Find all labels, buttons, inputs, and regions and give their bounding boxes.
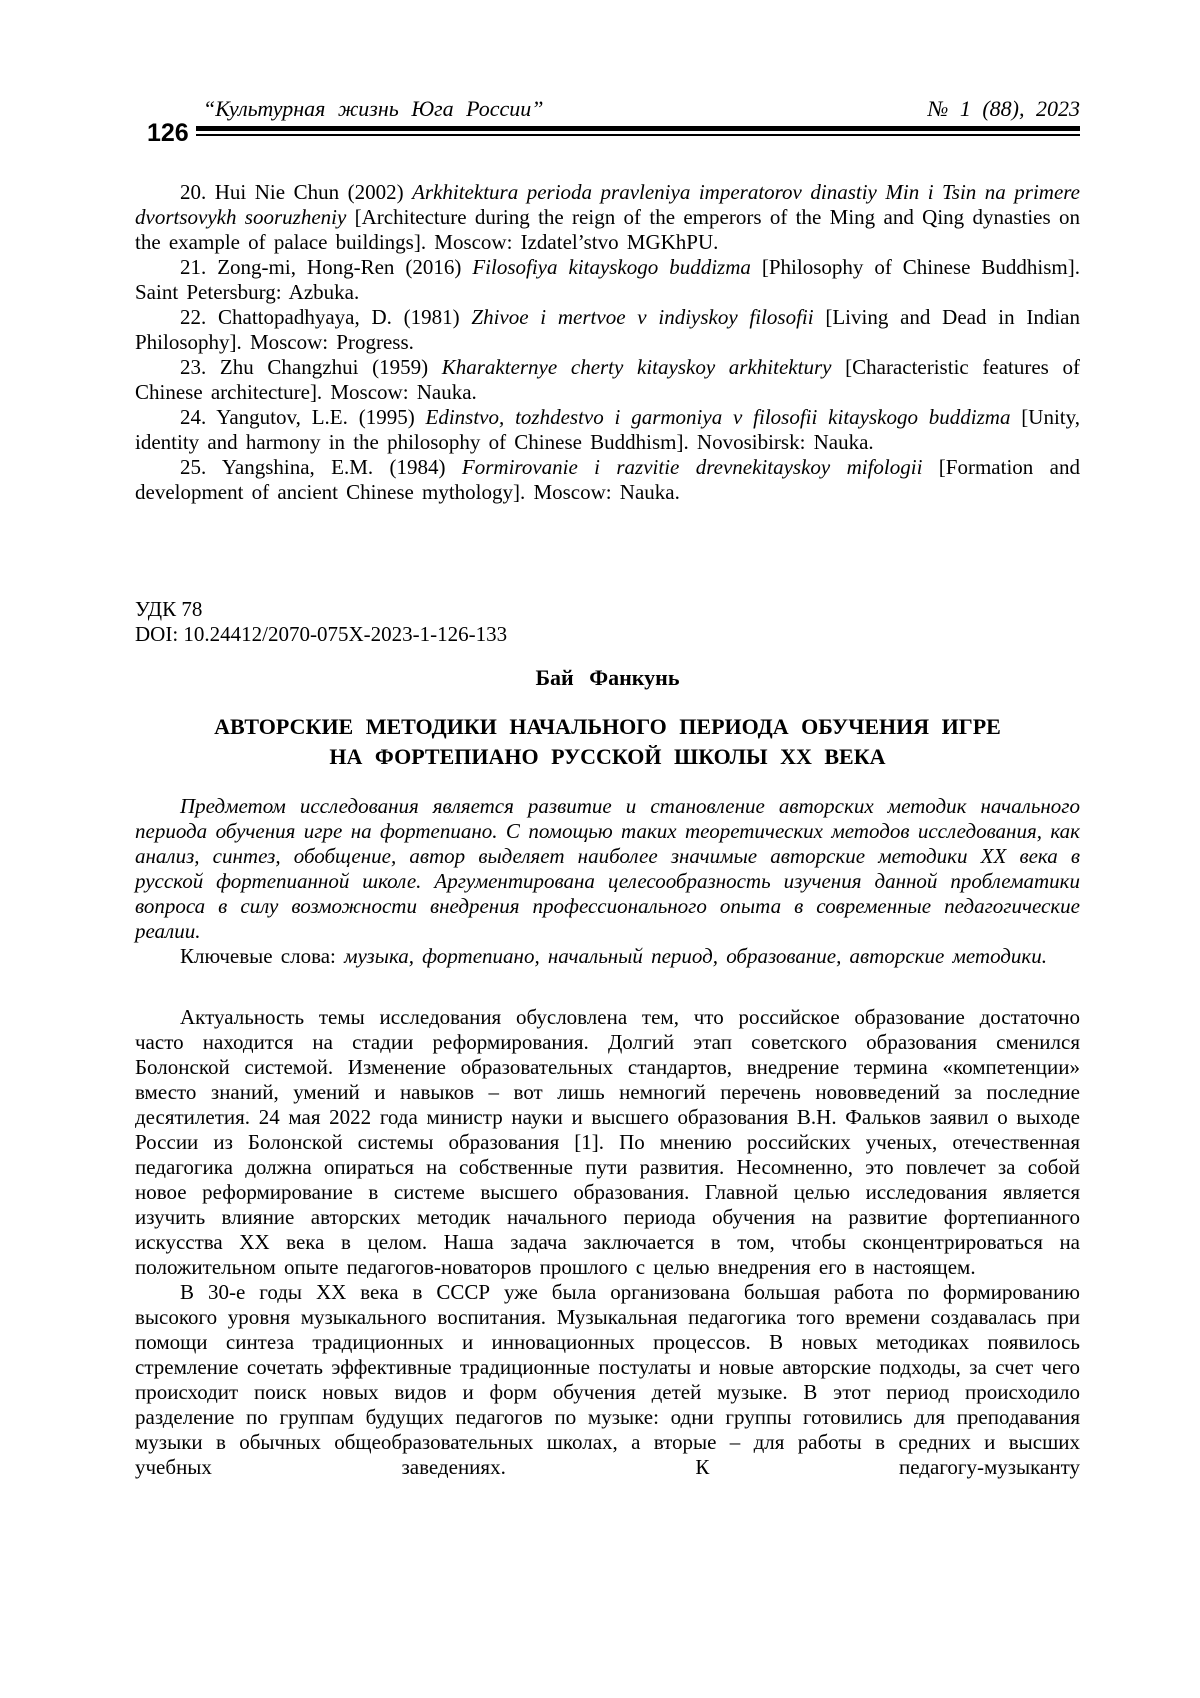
reference-translation: [Characteristic features of Chinese architecture]. Moscow: Nauka. [135, 355, 1081, 404]
keywords-label: Ключевые слова: [180, 944, 345, 968]
reference-authors: 25. Yangshina, E.M. (1984) [180, 455, 462, 479]
reference-title-translit: Formirovanie i razvitie drevnekitayskoy mifologii [461, 455, 923, 479]
keywords-line [135, 944, 1080, 969]
reference-item [135, 355, 1080, 405]
article-author: Бай Фанкунь [535, 665, 680, 690]
udc-line: УДК 78 [135, 597, 203, 621]
reference-authors: 23. Zhu Changzhui (1959) [180, 355, 442, 379]
header-rule-row [135, 119, 1080, 147]
article-title-line: АВТОРСКИЕ МЕТОДИКИ НАЧАЛЬНОГО ПЕРИОДА ОБУЧЕНИЯ ИГРЕ [214, 714, 1001, 739]
reference-authors: 20. Hui Nie Chun (2002) [180, 180, 413, 204]
keywords-text: музыка, фортепиано, начальный период, образование, авторские методики. [344, 944, 1048, 968]
header-rule-thin [196, 134, 1080, 136]
reference-title-translit: Zhivoe i mertvoe v indiyskoy filosofii [471, 305, 814, 329]
reference-title-translit: Arkhitektura perioda pravleniya imperatorov dinastiy Min i Tsin na primere dvortsovykh sooruzheniy [135, 180, 1080, 229]
journal-title: “Культурная жизнь Юга России” [203, 96, 544, 121]
doi-line: DOI: 10.24412/2070-075X-2023-1-126-133 [135, 622, 508, 646]
reference-item [135, 255, 1080, 305]
header-rule-thick [196, 126, 1080, 131]
reference-title-translit: Filosofiya kitayskogo buddizma [472, 255, 751, 279]
reference-authors: 21. Zong-mi, Hong-Ren (2016) [180, 255, 473, 279]
reference-list [135, 180, 1080, 505]
running-head [135, 0, 1080, 147]
reference-title-translit: Kharakternye cherty kitayskoy arkhitektury [441, 355, 832, 379]
article-title [135, 712, 1080, 772]
running-head-row [135, 96, 1080, 122]
reference-translation: [Architecture during the reign of the emperors of the Ming and Qing dynasties on the example of palace buildings]. Moscow: Izdatel’stvo MGKhPU. [135, 205, 1080, 254]
body-paragraph: Актуальность темы исследования обусловлена тем, что российское образование достаточно часто находится на стадии реформирования. Долгий этап советского образования сменился Болонской системой. Изменение образовательных стандартов, внедрение термина «компетенции» вместо знаний, умений и навыков – вот лишь немногий перечень нововведений за последние десятилетия. 24 мая 2022 года министр науки и высшего образования В.Н. Фальков заявил о выходе России из Болонской системы образования [1]. По мнению российских ученых, отечественная педагогика должна опираться на собственные пути развития. Несомненно, это повлечет за собой новое реформирование в системе высшего образования. Главной целью исследования является изучить влияние авторских методик начального периода обучения на развитие фортепианного искусства XX века в целом. Наша задача заключается в том, чтобы сконцентрироваться на положительном опыте педагогов-новаторов прошлого с целью внедрения его в настоящем. [135, 1005, 1080, 1279]
issue-number: № 1 (88), 2023 [927, 96, 1080, 121]
reference-item [135, 305, 1080, 355]
reference-item [135, 180, 1080, 255]
reference-item [135, 455, 1080, 505]
reference-title-translit: Edinstvo, tozhdestvo i garmoniya v filosofii kitayskogo buddizma [425, 405, 1011, 429]
reference-translation: [Unity, identity and harmony in the philosophy of Chinese Buddhism]. Novosibirsk: Nauka. [135, 405, 1081, 454]
reference-authors: 24. Yangutov, L.E. (1995) [180, 405, 426, 429]
article-title-line: НА ФОРТЕПИАНО РУССКОЙ ШКОЛЫ XX ВЕКА [329, 744, 886, 769]
abstract-section [135, 794, 1080, 969]
body-paragraph: В 30-е годы XX века в СССР уже была организована большая работа по формированию высокого уровня музыкального воспитания. Музыкальная педагогика того времени создавалась при помощи синтеза традиционных и инновационных процессов. В новых методиках появилось стремление сочетать эффективные традиционные постулаты и новые авторские подходы, за счет чего происходит поиск новых видов и форм обучения детей музыке. В этот период происходило разделение по группам будущих педагогов по музыке: одни группы готовились для преподавания музыки в обычных общеобразовательных школах, а вторые – для работы в средних и высших учебных заведениях. К педагогу-музыканту [135, 1280, 1080, 1479]
reference-authors: 22. Chattopadhyaya, D. (1981) [180, 305, 472, 329]
reference-translation: [Formation and development of ancient Chinese mythology]. Moscow: Nauka. [135, 455, 1080, 504]
header-rules [196, 124, 1080, 144]
article-meta [135, 597, 1080, 647]
reference-item [135, 405, 1080, 455]
article-body [135, 1005, 1080, 1480]
reference-translation: [Philosophy of Chinese Buddhism]. Saint Petersburg: Azbuka. [135, 255, 1080, 304]
abstract-paragraph: Предметом исследования является развитие и становление авторских методик начального периода обучения игре на фортепиано. С помощью таких теоретических методов исследования, как анализ, синтез, обобщение, автор выделяет наиболее значимые авторские методики XX века в русской фортепианной школе. Аргументирована целесообразность изучения данной проблематики вопроса в силу возможности внедрения профессионального опыта в современные педагогические реалии. [135, 794, 1080, 943]
page-number: 126 [147, 119, 189, 147]
reference-translation: [Living and Dead in Indian Philosophy]. Moscow: Progress. [135, 305, 1080, 354]
text-column [135, 180, 1080, 1480]
